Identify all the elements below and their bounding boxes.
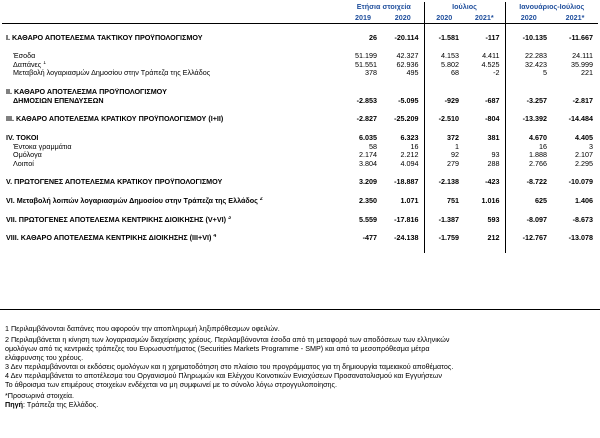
cell-value: 5.802 [424,61,464,70]
cell-value: 279 [424,160,464,169]
footnote-2-line-3: ελάφρυνσης του χρέους. [5,353,84,362]
cell-value: -687 [485,96,500,105]
row-label: III. ΚΑΘΑΡΟ ΑΠΟΤΕΛΕΣΜΑ ΚΡΑΤΙΚΟΥ ΠΡΟΫΠΟΛΟΓΙΣΜΟΥ (I+II) [6,115,224,124]
row-label: II. ΚΑΘΑΡΟ ΑΠΟΤΕΛΕΣΜΑ ΠΡΟΫΠΟΛΟΓΙΣΜΟΥ [6,87,167,97]
cell-value: 4.405 [575,134,594,143]
cell-value: 2.350 [359,197,377,206]
cell-value: 1 [424,143,464,152]
cell-value: -8.722 [505,178,552,187]
cell-value: 288 [487,159,500,168]
footnote-3: 3 Δεν περιλαμβάνονται οι εκδόσεις ομολόγων και η χρηματοδότηση στο πλαίσιο του προγράμματος για τη δημιουργία ταμειακού αποθέματος. [5,362,454,371]
footnote-marker: 4 [213,234,217,240]
rounding-note: Το άθροισμα των επιμέρους στοιχείων ενδέχεται να μη συμφωνεί με το σύνολο λόγω στρογγυλοποίησης. [5,380,338,389]
cell-value: -2.827 [356,115,377,124]
cell-value: 4.094 [400,159,419,168]
cell-value: -2.853 [356,96,377,105]
table-row [2,151,598,160]
row-label-cell [2,234,344,243]
cell-value: -11.667 [569,33,594,42]
cell-value: 4.525 [481,60,500,69]
cell-value: 3.209 [359,178,377,187]
cell-value: 35.999 [571,60,594,69]
header-blank [2,2,344,12]
row-label: Μεταβολή λογαριασμών Δημοσίου στην Τράπεζα της Ελλάδος [13,69,211,78]
row-label: Ομόλογα [13,151,42,160]
footnotes [5,324,595,409]
row-label: I. ΚΑΘΑΡΟ ΑΠΟΤΕΛΕΣΜΑ ΤΑΚΤΙΚΟΥ ΠΡΟΫΠΟΛΟΓΙΣΜΟΥ [6,33,203,42]
cell-value: 212 [487,234,500,243]
table-row [2,160,598,169]
cell-value: 51.551 [355,60,377,69]
spacer-row [2,168,598,178]
group-header-annual: Ετήσια στοιχεία [356,2,411,12]
cell-value: -477 [362,234,377,243]
year-header: 2021* [464,12,505,23]
cell-value: 4.411 [482,52,500,61]
row-label-cell [2,197,344,206]
cell-value: 495 [406,69,419,78]
row-label-cell [2,216,344,225]
cell-value: -3.257 [505,97,552,106]
cell-value: 4.153 [424,52,464,61]
cell-value: 5 [505,69,552,78]
cell-value: 62.936 [396,60,419,69]
footnote-2-line-2: ομολόγων από τις κεντρικές τράπεζες του Ευρωσυστήματος (Securities Markets Programme - SMP) και από τα μεσοπρόθεσμα μέτρα [5,344,430,353]
spacer-row [2,206,598,216]
cell-value: 381 [487,134,500,143]
cell-value: 32.423 [505,61,552,70]
cell-value: 625 [505,197,552,206]
column-group-header-row [2,2,598,12]
table-row [2,97,598,106]
cell-value: -18.887 [394,178,419,187]
source-label: Πηγή [5,400,23,409]
spacer-row [2,124,598,134]
group-header-jan-jul: Ιανουάριος-Ιούλιος [505,2,598,12]
cell-value: -24.138 [394,234,419,243]
cell-value: -929 [424,97,464,106]
cell-value: -1.387 [424,216,464,225]
table-row [2,61,598,70]
row-label-cell [2,61,344,70]
row-label: IV. ΤΟΚΟΙ [6,134,39,143]
year-header: 2020 [505,12,552,23]
source-line [5,400,595,409]
year-header: 2020 [424,12,464,23]
footnote-2-line-1: 2 Περιλαμβάνεται η κίνηση των λογαριασμών διαχείρισης χρέους. Περιλαμβάνονται έσοδα από τη μεταφορά των αποδόσεων των ελληνικών [5,335,450,344]
row-label: VI. Μεταβολή λοιπών λογαριασμών Δημοσίου στην Τράπεζα της Ελλάδος [6,197,258,206]
cell-value: -8.097 [505,216,552,225]
year-header: 2019 [344,12,382,23]
row-label: VII. ΠΡΩΤΟΓΕΝΕΣ ΑΠΟΤΕΛΕΣΜΑ ΚΕΝΤΡΙΚΗΣ ΔΙΟΙΚΗΣΗΣ (V+VI) [6,215,227,224]
cell-value: -14.484 [568,115,594,124]
cell-value: 4.670 [505,134,552,143]
cell-value: 3 [589,142,594,151]
cell-value: 751 [424,197,464,206]
cell-value: 68 [424,69,464,78]
cell-value: 42.327 [396,52,419,61]
spacer-row [2,42,598,52]
cell-value: -17.816 [394,215,419,224]
spacer-row [2,78,598,88]
cell-value: 5.559 [359,215,377,224]
cell-value: 3.804 [359,159,377,168]
cell-value: 51.199 [355,52,377,61]
table-row [2,69,598,78]
table-row [2,34,598,43]
cell-value [464,143,505,152]
cell-value: 26 [369,33,377,42]
cell-value: -117 [485,33,500,42]
cell-value: 93 [491,151,500,160]
cell-value: 58 [369,142,377,151]
cell-value: 92 [424,151,464,160]
header-blank [2,12,344,23]
cell-value: 22.283 [505,52,552,61]
cell-value: 593 [487,215,500,224]
cell-value: 221 [581,69,594,78]
cell-value: -1.759 [424,234,464,243]
cell-value: 16 [505,143,552,152]
cell-value: -2 [493,69,500,78]
cell-value: -25.209 [394,115,419,124]
cell-value: 24.111 [572,52,594,61]
cell-value: -13.078 [568,234,594,243]
table-row [2,115,598,124]
cell-value: 2.174 [359,151,377,160]
table-row [2,178,598,187]
table-row [2,134,598,143]
cell-value: -12.767 [505,234,552,243]
footnote-4: 4 Δεν περιλαμβάνεται το αποτέλεσμα του Οργανισμού Πληρωμών και Ελέγχου Κοινοτικών Ενισχύσεων Προσανατολισμού και Εγγυήσεων [5,371,442,380]
cell-value: 372 [424,134,464,143]
source-text: : Τράπεζα της Ελλάδος. [22,400,99,409]
table-row [2,88,598,97]
footnote-marker: 2 [259,197,263,203]
spacer-row [2,187,598,197]
row-label: Έσοδα [13,52,36,61]
spacer-row [2,23,598,34]
row-label: Λοιποί [13,159,34,168]
cell-value: 378 [365,69,377,78]
spacer-row [2,224,598,234]
cell-value: 1.071 [400,197,419,206]
budget-results-table [2,2,598,253]
cell-value: -10.135 [505,34,552,43]
cell-value: -423 [485,178,500,187]
row-label: Έντοκα γραμμάτια [13,142,72,151]
cell-value: -5.095 [398,96,419,105]
table-row [2,52,598,61]
table-row [2,216,598,225]
footnote-1: 1 Περιλαμβάνονται δαπάνες που αφορούν την αποπληρωμή ληξιπρόθεσμων οφειλών. [5,324,280,333]
cell-value: -8.673 [572,215,594,224]
cell-value: 1.016 [481,197,500,206]
cell-value: 1.406 [575,197,594,206]
cell-value: -13.392 [505,115,552,124]
table-bottom-rule [0,309,600,310]
spacer-row [2,243,598,253]
cell-value: -20.114 [394,33,419,42]
cell-value: 16 [410,142,419,151]
cell-value: -804 [485,115,500,124]
cell-value: -2.510 [424,115,464,124]
row-label: V. ΠΡΩΤΟΓΕΝΕΣ ΑΠΟΤΕΛΕΣΜΑ ΚΡΑΤΙΚΟΥ ΠΡΟΫΠΟΛΟΓΙΣΜΟΥ [6,178,223,187]
cell-value: 2.212 [400,151,419,160]
cell-value: -10.079 [568,178,594,187]
cell-value: -2.138 [424,178,464,187]
group-header-july: Ιούλιος [424,2,505,12]
footnote-marker: 1 [43,60,47,66]
row-label: ΔΗΜΟΣΙΩΝ ΕΠΕΝΔΥΣΕΩΝ [13,96,104,105]
year-header: 2021* [552,12,598,23]
year-header-row [2,12,598,23]
footnote-marker: 3 [228,215,231,221]
table-row [2,197,598,206]
provisional-note: *Προσωρινά στοιχεία. [5,391,75,400]
table-row [2,234,598,243]
year-header: 2020 [382,12,424,23]
spacer-row [2,105,598,115]
cell-value: -2.817 [572,96,594,105]
row-label: Δαπάνες [13,60,42,69]
cell-value: 2.295 [575,159,594,168]
table-row [2,143,598,152]
row-label: VIII. ΚΑΘΑΡΟ ΑΠΟΤΕΛΕΣΜΑ ΚΕΝΤΡΙΚΗΣ ΔΙΟΙΚΗΣΗΣ (III+VI) [6,234,212,243]
cell-value: 2.766 [505,160,552,169]
cell-value: 6.323 [400,134,419,143]
cell-value: 6.035 [359,134,377,143]
cell-value: 1.888 [505,151,552,160]
cell-value: 2.107 [575,151,594,160]
cell-value: -1.581 [424,34,464,43]
